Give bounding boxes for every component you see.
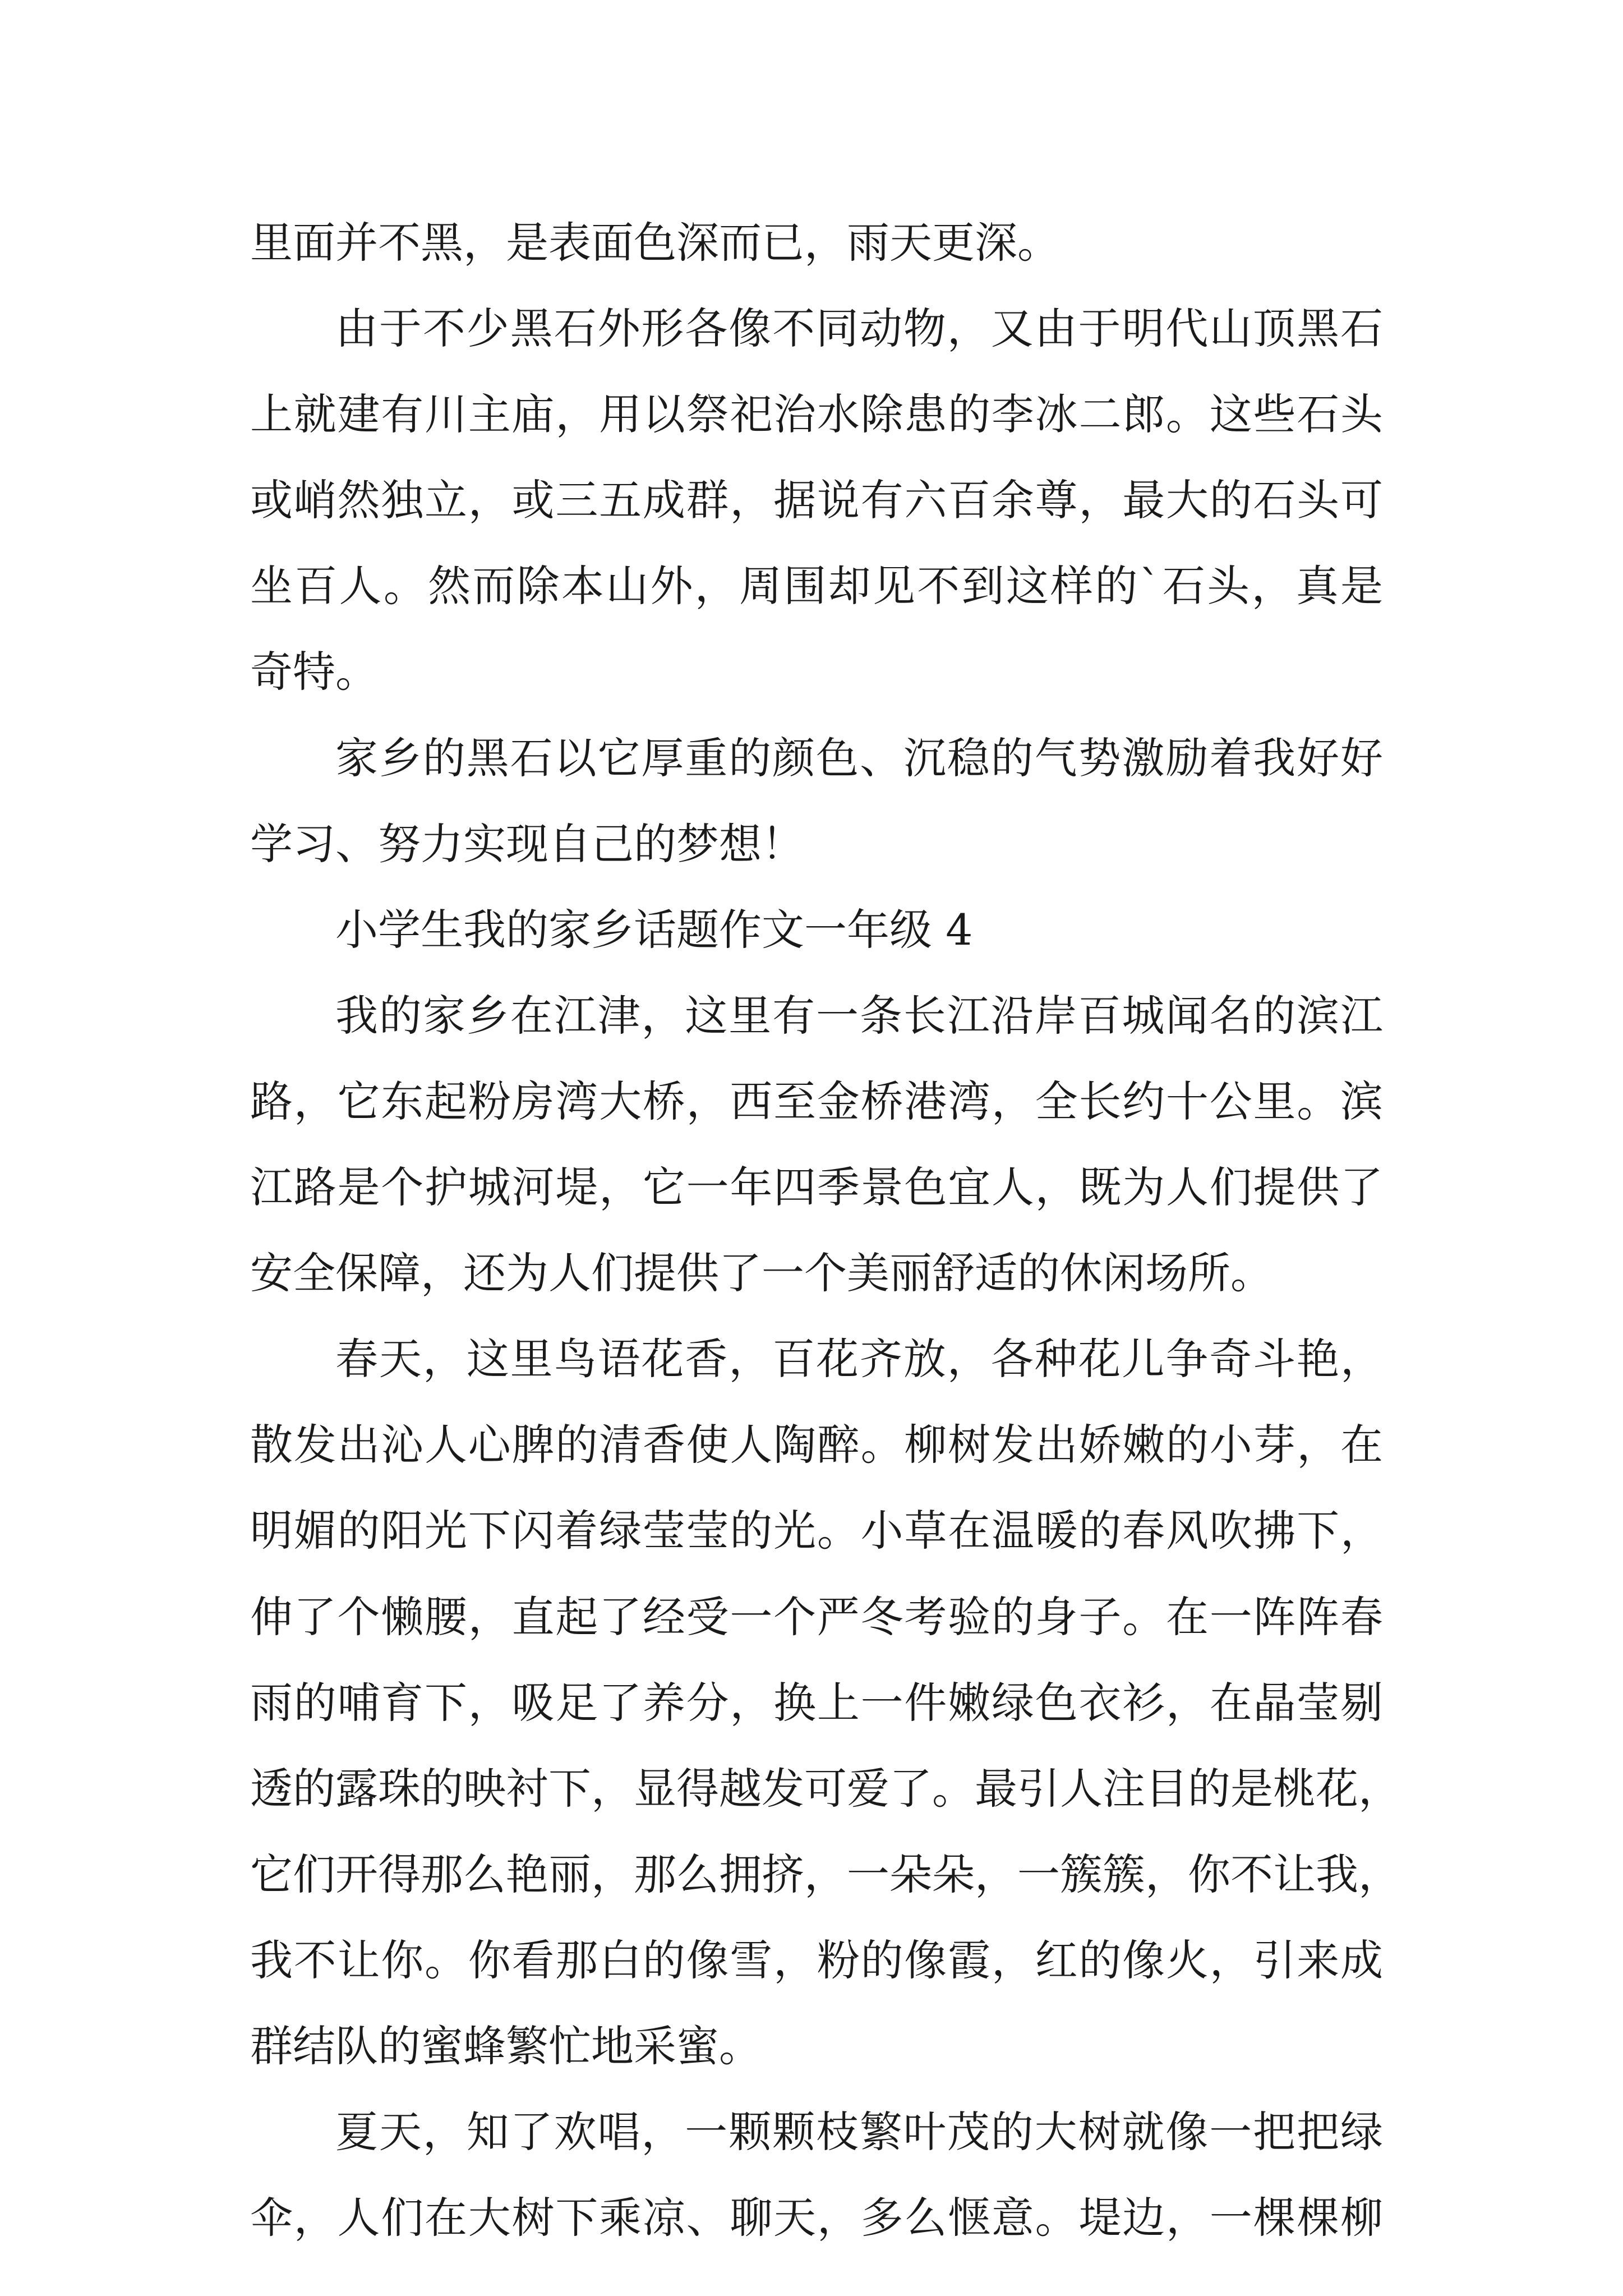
- essay-title-text: 小学生我的家乡话题作文一年级 4: [335, 904, 973, 955]
- text-line: 群结队的蜜蜂繁忙地采蜜。: [250, 2021, 762, 2071]
- text-line: 安全保障，还为人们提供了一个美丽舒适的休闲场所。: [250, 1248, 1273, 1299]
- text-line: 或峭然独立，或三五成群，据说有六百余尊，最大的石头可: [250, 475, 1383, 526]
- text-line: 伞，人们在大树下乘凉、聊天，多么惬意。堤边，一棵棵柳: [250, 2193, 1383, 2243]
- text-line: 里面并不黑，是表面色深而已，雨天更深。: [250, 218, 1060, 268]
- paragraph: [250, 1316, 1401, 2089]
- text-line: 夏天，知了欢唱，一颗颗枝繁叶茂的大树就像一把把绿: [335, 2107, 1383, 2157]
- paragraph: [250, 200, 1383, 286]
- text-line: 坐百人。然而除本山外，周围却见不到这样的`石头，真是: [250, 561, 1383, 611]
- text-line: 我的家乡在江津，这里有一条长江沿岸百城闻名的滨江: [335, 990, 1383, 1041]
- text-line: 我不让你。你看那白的像雪，粉的像霞，红的像火，引来成: [250, 1935, 1383, 1985]
- text-line: 春天，这里鸟语花香，百花齐放，各种花儿争奇斗艳，: [335, 1334, 1383, 1384]
- text-line: 散发出沁人心脾的清香使人陶醉。柳树发出娇嫩的小芽，在: [250, 1420, 1383, 1470]
- paragraph: [250, 715, 1383, 887]
- paragraph: [250, 973, 1383, 1316]
- paragraph: [250, 286, 1383, 715]
- text-line: 家乡的黑石以它厚重的颜色、沉稳的气势激励着我好好: [335, 733, 1383, 783]
- text-line: 透的露珠的映衬下，显得越发可爱了。最引人注目的是桃花，: [250, 1763, 1401, 1814]
- paragraph: [250, 2089, 1383, 2261]
- text-line: 明媚的阳光下闪着绿莹莹的光。小草在温暖的春风吹拂下，: [250, 1506, 1383, 1556]
- text-line: 奇特。: [250, 647, 378, 697]
- text-line: 学习、努力实现自己的梦想！: [250, 818, 804, 869]
- text-line: 伸了个懒腰，直起了经受一个严冬考验的身子。在一阵阵春: [250, 1591, 1383, 1642]
- text-line: 路，它东起粉房湾大桥，西至金桥港湾，全长约十公里。滨: [250, 1076, 1383, 1126]
- text-line: 它们开得那么艳丽，那么拥挤，一朵朵，一簇簇，你不让我，: [250, 1849, 1401, 1899]
- text-line: 上就建有川主庙，用以祭祀治水除患的李冰二郎。这些石头: [250, 389, 1383, 440]
- essay-title: [250, 887, 1383, 973]
- text-line: 江路是个护城河堤，它一年四季景色宜人，既为人们提供了: [250, 1162, 1383, 1213]
- text-line: 由于不少黑石外形各像不同动物，又由于明代山顶黑石: [335, 303, 1383, 354]
- document-body: [250, 200, 1401, 2261]
- text-line: 雨的哺育下，吸足了养分，换上一件嫩绿色衣衫，在晶莹剔: [250, 1677, 1383, 1728]
